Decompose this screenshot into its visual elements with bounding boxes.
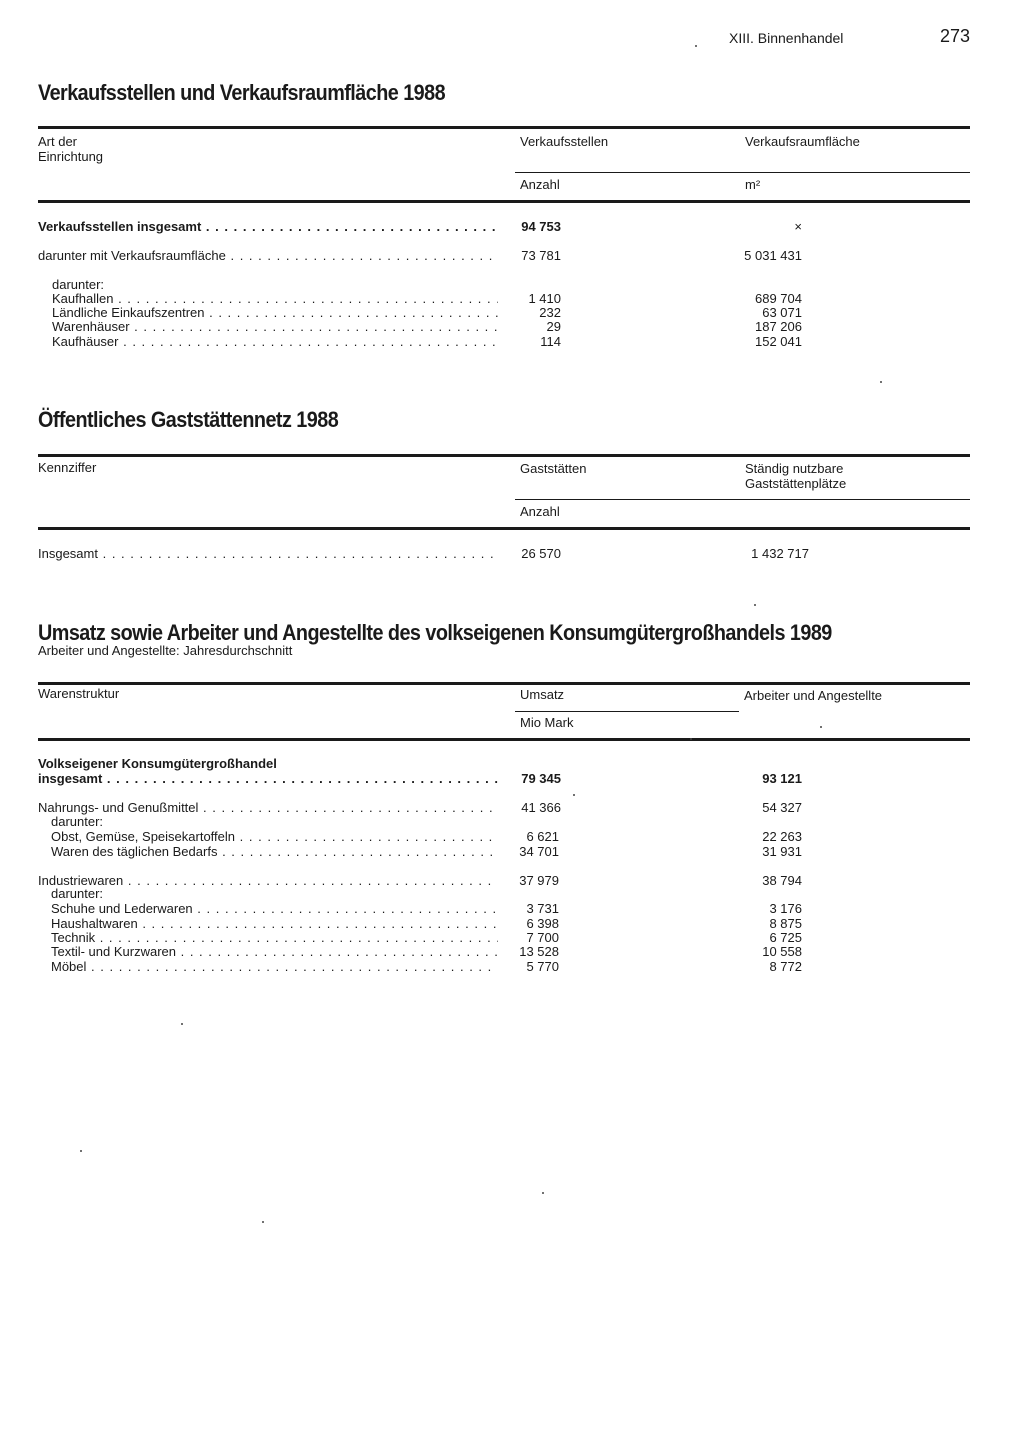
row-label: Nahrungs- und Genußmittel . . .: [38, 801, 498, 815]
table3-top-rule: [38, 682, 970, 685]
scan-speck: [690, 738, 692, 740]
row-label: darunter:: [51, 815, 104, 829]
table3-col-a: Umsatz: [520, 687, 565, 702]
table1-col-a: Verkaufsstellen: [520, 134, 609, 149]
row-value-b: 22 263: [762, 829, 802, 844]
row-value-b: 93 121: [762, 771, 802, 786]
row-value-b: 1 432 717: [751, 546, 809, 561]
row-value-a: 34 701: [519, 844, 559, 859]
table1-title: Verkaufsstellen und Verkaufsraumfläche 1988: [38, 80, 446, 105]
row-value-a: 26 570: [521, 546, 561, 561]
row-value-a: 94 753: [521, 219, 561, 234]
row-value-b: 3 176: [769, 901, 802, 916]
table3-title: Umsatz sowie Arbeiter und Angestellte des volkseigenen Konsumgütergroßhandels 1989: [38, 620, 832, 645]
row-label: Warenhäuser . . .: [52, 320, 498, 334]
scan-speck: [573, 794, 575, 796]
table1-unit-a: Anzahl: [520, 177, 560, 192]
row-value-b: 38 794: [762, 873, 802, 888]
row-value-a: 232: [539, 305, 561, 320]
row-label: Technik . . .: [51, 931, 498, 945]
row-value-a: 41 366: [521, 800, 561, 815]
table3-unit-rule: [515, 711, 739, 712]
row-value-b: 187 206: [755, 319, 802, 334]
row-value-b: ×: [794, 219, 802, 234]
row-label: Verkaufsstellen insgesamt . . .: [38, 220, 498, 234]
row-label: Obst, Gemüse, Speisekartoffeln . . .: [51, 830, 498, 844]
row-value-a: 37 979: [519, 873, 559, 888]
table3-subtitle: Arbeiter und Angestellte: Jahresdurchschnitt: [38, 643, 293, 658]
table1-unit-rule: [515, 172, 970, 173]
page-number: 273: [940, 26, 971, 46]
row-label: Kaufhallen . . .: [52, 292, 498, 306]
scan-speck: [695, 45, 697, 47]
row-label: Waren des täglichen Bedarfs . . .: [51, 845, 498, 859]
scan-speck: [880, 381, 882, 383]
row-label: Textil- und Kurzwaren . . .: [51, 945, 498, 959]
row-value-a: 1 410: [528, 291, 561, 306]
row-value-b: 8 772: [769, 959, 802, 974]
running-head: XIII. Binnenhandel: [729, 30, 844, 46]
row-value-a: 5 770: [526, 959, 559, 974]
scan-speck: [80, 1150, 82, 1152]
row-value-b: 6 725: [769, 930, 802, 945]
table2-unit-rule: [515, 499, 970, 500]
row-label: Volkseigener Konsumgütergroßhandel: [38, 757, 277, 771]
row-label: Kaufhäuser . . .: [52, 335, 498, 349]
scan-speck: [820, 726, 822, 728]
row-value-a: 79 345: [521, 771, 561, 786]
row-value-b: 63 071: [762, 305, 802, 320]
row-value-a: 6 398: [526, 916, 559, 931]
table2-header-rule: [38, 527, 970, 530]
row-label: Industriewaren . . .: [38, 874, 498, 888]
row-value-b: 152 041: [755, 334, 802, 349]
table2-unit: Anzahl: [520, 504, 560, 519]
table2-col-b: Ständig nutzbare Gaststättenplätze: [745, 461, 847, 491]
table3-col-label: Warenstruktur: [38, 686, 120, 701]
table3-header-rule: [38, 738, 970, 741]
row-value-b: 31 931: [762, 844, 802, 859]
row-value-b: 54 327: [762, 800, 802, 815]
table1-col-b: Verkaufsraumfläche: [745, 134, 860, 149]
row-label: darunter:: [52, 278, 105, 292]
row-value-a: 7 700: [526, 930, 559, 945]
row-value-a: 73 781: [521, 248, 561, 263]
table2-title: Öffentliches Gaststättennetz 1988: [38, 407, 339, 432]
row-label: Schuhe und Lederwaren . . .: [51, 902, 498, 916]
scan-speck: [754, 604, 756, 606]
table2-col-label: Kennziffer: [38, 460, 97, 475]
row-label: Möbel . . .: [51, 960, 498, 974]
table1-col-label: Art der Einrichtung: [38, 134, 104, 164]
table2-top-rule: [38, 454, 970, 457]
row-value-a: 3 731: [526, 901, 559, 916]
row-value-b: 5 031 431: [744, 248, 802, 263]
table3-unit-a: Mio Mark: [520, 715, 574, 730]
table1-unit-b: m²: [745, 177, 761, 192]
row-value-b: 10 558: [762, 944, 802, 959]
row-label: Haushaltwaren . . .: [51, 917, 498, 931]
row-label: Ländliche Einkaufszentren . . .: [52, 306, 498, 320]
row-value-a: 13 528: [519, 944, 559, 959]
row-label: Insgesamt . . .: [38, 547, 498, 561]
row-value-b: 8 875: [769, 916, 802, 931]
row-value-a: 6 621: [526, 829, 559, 844]
scan-speck: [262, 1221, 264, 1223]
table1-header-rule: [38, 200, 970, 203]
row-value-b: 689 704: [755, 291, 802, 306]
table2-col-a: Gaststätten: [520, 461, 587, 476]
table1-top-rule: [38, 126, 970, 129]
row-value-a: 114: [540, 334, 561, 349]
row-label: darunter mit Verkaufsraumfläche . . .: [38, 249, 498, 263]
scan-speck: [542, 1192, 544, 1194]
row-value-a: 29: [546, 319, 561, 334]
row-label: darunter:: [51, 887, 104, 901]
row-label: insgesamt . . .: [38, 772, 498, 786]
scan-speck: [181, 1023, 183, 1025]
table3-col-b: Arbeiter und Angestellte: [744, 688, 883, 703]
